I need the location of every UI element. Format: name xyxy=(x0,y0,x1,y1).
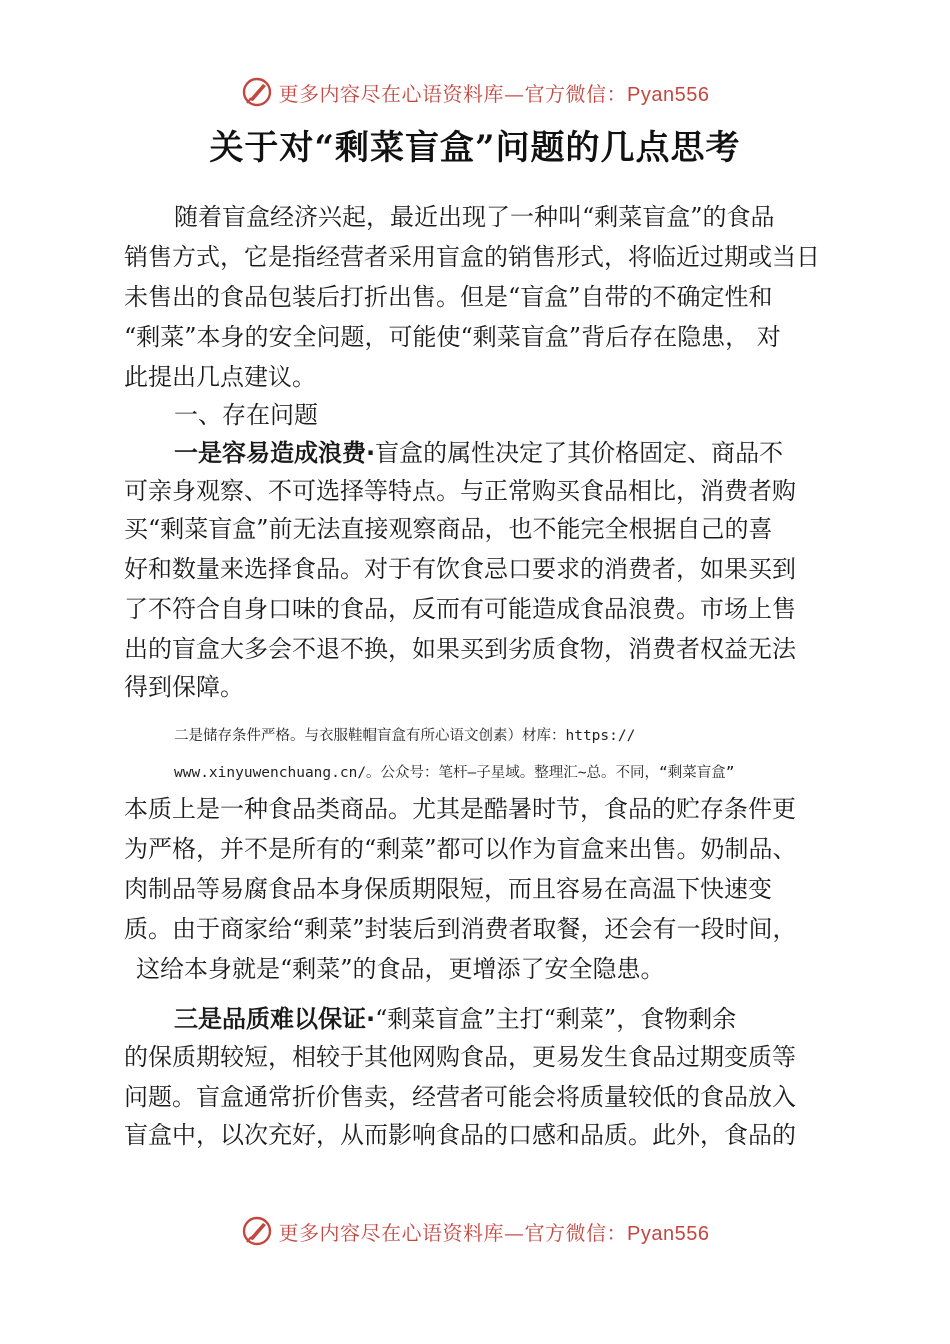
point1-heading: 一是容易造成浪费· xyxy=(174,439,376,467)
point2-line: 肉制品等易腐食品本身保质期限短，而且容易在高温下快速变 xyxy=(124,875,772,903)
page-title: 关于对“剩菜盲盒”问题的几点思考 xyxy=(209,128,741,168)
footer-wechat-id: Pyan556 xyxy=(627,1222,710,1245)
point3-text: “剩菜盲盒”主打“剩菜”，食物剩余 xyxy=(375,1005,737,1033)
point2-line: 质。由于商家给“剩菜”封装后到消费者取餐，还会有一段时间， xyxy=(124,915,797,943)
quill-pen-logo-icon xyxy=(241,1215,273,1247)
footer-banner-text xyxy=(279,1217,710,1246)
header-banner xyxy=(0,72,950,112)
intro-line: “剩菜”本身的安全问题，可能使“剩菜盲盒”背后存在隐患， 对 xyxy=(124,323,781,351)
section-heading: 一、存在问题 xyxy=(174,401,318,429)
intro-line: 销售方式，它是指经营者采用盲盒的销售形式，将临近过期或当日 xyxy=(124,243,820,271)
point1-first-line xyxy=(174,438,783,468)
point3-heading: 三是品质难以保证· xyxy=(174,1005,376,1033)
point1-line: 出的盲盒大多会不退不换，如果买到劣质食物，消费者权益无法 xyxy=(124,635,796,663)
point1-text: 盲盒的属性决定了其价格固定、商品不 xyxy=(375,439,784,467)
header-banner-text xyxy=(279,78,710,107)
intro-line: 随着盲盒经济兴起，最近出现了一种叫“剩菜盲盒”的食品 xyxy=(174,203,775,231)
footer-banner-inner xyxy=(241,1215,710,1247)
header-wechat-id: Pyan556 xyxy=(627,83,710,106)
header-banner-sep: — xyxy=(504,81,525,106)
point1-line: 买“剩菜盲盒”前无法直接观察商品，也不能完全根据自己的喜 xyxy=(124,515,773,543)
header-banner-main: 更多内容尽在心语资料库 xyxy=(278,81,505,106)
point2-line: 这给本身就是“剩菜”的食品，更增添了安全隐患。 xyxy=(136,955,665,983)
quill-pen-logo-icon xyxy=(241,76,273,108)
point1-line: 可亲身观察、不可选择等特点。与正常购买食品相比，消费者购 xyxy=(124,477,796,505)
header-wechat-label: 官方微信： xyxy=(524,81,628,106)
point1-line: 了不符合自身口味的食品，反而有可能造成食品浪费。市场上售 xyxy=(124,595,796,623)
point3-line: 问题。盲盒通常折价售卖，经营者可能会将质量较低的食品放入 xyxy=(124,1083,796,1111)
point2-line: 本质上是一种食品类商品。尤其是酷暑时节，食品的贮存条件更 xyxy=(124,795,796,823)
point2-small-line: www.xinyuwenchuang.cn/。公众号：笔杆—子星域。整理汇~总。不同，“剩菜盲盒” xyxy=(174,765,735,781)
point3-line: 的保质期较短，相较于其他网购食品，更易发生食品过期变质等 xyxy=(124,1043,796,1071)
point1-line: 得到保障。 xyxy=(124,673,244,701)
point3-first-line xyxy=(174,1004,736,1034)
intro-line: 未售出的食品包装后打折出售。但是“盲盒”自带的不确定性和 xyxy=(124,283,773,311)
point2-line: 为严格，并不是所有的“剩菜”都可以作为盲盒来出售。奶制品、 xyxy=(124,835,797,863)
footer-banner xyxy=(0,1211,950,1251)
intro-line: 此提出几点建议。 xyxy=(124,363,316,391)
footer-wechat-label: 官方微信： xyxy=(524,1220,628,1245)
point1-line: 好和数量来选择食品。对于有饮食忌口要求的消费者，如果买到 xyxy=(124,555,796,583)
point3-line: 盲盒中，以次充好，从而影响食品的口感和品质。此外，食品的 xyxy=(124,1121,796,1149)
header-banner-inner xyxy=(241,76,710,108)
point2-small-line: 二是储存条件严格。与衣服鞋帽盲盒有所心语文创素）材库：https:// xyxy=(174,728,636,744)
footer-banner-main: 更多内容尽在心语资料库 xyxy=(278,1220,505,1245)
footer-banner-sep: — xyxy=(504,1220,525,1245)
